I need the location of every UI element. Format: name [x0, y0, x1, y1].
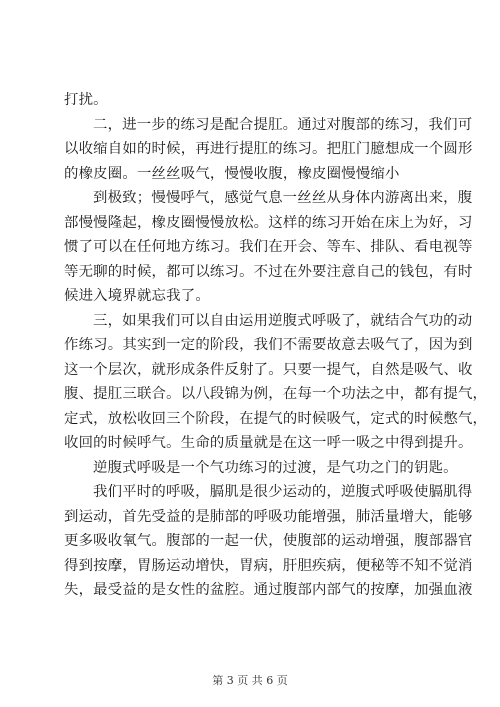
text-line: 打扰。: [64, 92, 108, 108]
text-line: 定式，放松收回三个阶段，在提气的时候吸气，定式的时候憋气，: [64, 410, 488, 427]
text-line: 逆腹式呼吸是一个气功练习的过渡，是气功之门的钥匙。: [93, 459, 458, 476]
text-line: 等无聊的时候，都可以练习。不过在外要注意自己的钱包，有时: [64, 263, 473, 280]
text-line: 以收缩自如的时候，再进行提肛的练习。把肛门臆想成一个圆形: [64, 141, 473, 157]
text-line: 收回的时候呼气。生命的质量就是在这一呼一吸之中得到提升。: [64, 435, 473, 451]
text-line: 得到按摩，胃肠运动增快，胃病，肝胆疾病，便秘等不知不觉消: [64, 557, 473, 574]
text-line: 二，进一步的练习是配合提肛。通过对腹部的练习，我们可: [93, 116, 473, 133]
page-footer: 第 3 页 共 6 页: [212, 674, 288, 687]
text-line: 到极致；慢慢呼气，感觉气息一丝丝从身体内游离出来，腹: [93, 190, 473, 206]
text-line: 三，如果我们可以自由运用逆腹式呼吸了，就结合气功的动: [93, 312, 473, 329]
text-line: 候进入境界就忘我了。: [64, 288, 210, 304]
text-line: 失，最受益的是女性的盆腔。通过腹部内部气的按摩，加强血液: [64, 582, 473, 598]
text-line: 我们平时的呼吸，膈肌是很少运动的，逆腹式呼吸使膈肌得: [93, 484, 473, 500]
text-line: 腹、提肛三联合。以八段锦为例，在每一个功法之中，都有提气，: [64, 386, 488, 402]
text-line: 这一个层次，就形成条件反射了。只要一提气，自然是吸气、收: [64, 361, 473, 378]
text-line: 到运动，首先受益的是肺部的呼吸功能增强，肺活量增大，能够: [64, 508, 473, 525]
text-line: 惯了可以在任何地方练习。我们在开会、等车、排队、看电视等: [64, 239, 473, 255]
text-line: 的橡皮圈。一丝丝吸气，慢慢收腹，橡皮圈慢慢缩小: [64, 165, 400, 182]
body-text: [64, 88, 488, 603]
text-line: 更多吸收氧气。腹部的一起一伏，使腹部的运动增强，腹部器官: [64, 533, 473, 549]
text-line: 作练习。其实到一定的阶段，我们不需要故意去吸气了，因为到: [64, 337, 473, 353]
text-line: 部慢慢隆起，橡皮圈慢慢放松。这样的练习开始在床上为好，习: [64, 214, 473, 231]
